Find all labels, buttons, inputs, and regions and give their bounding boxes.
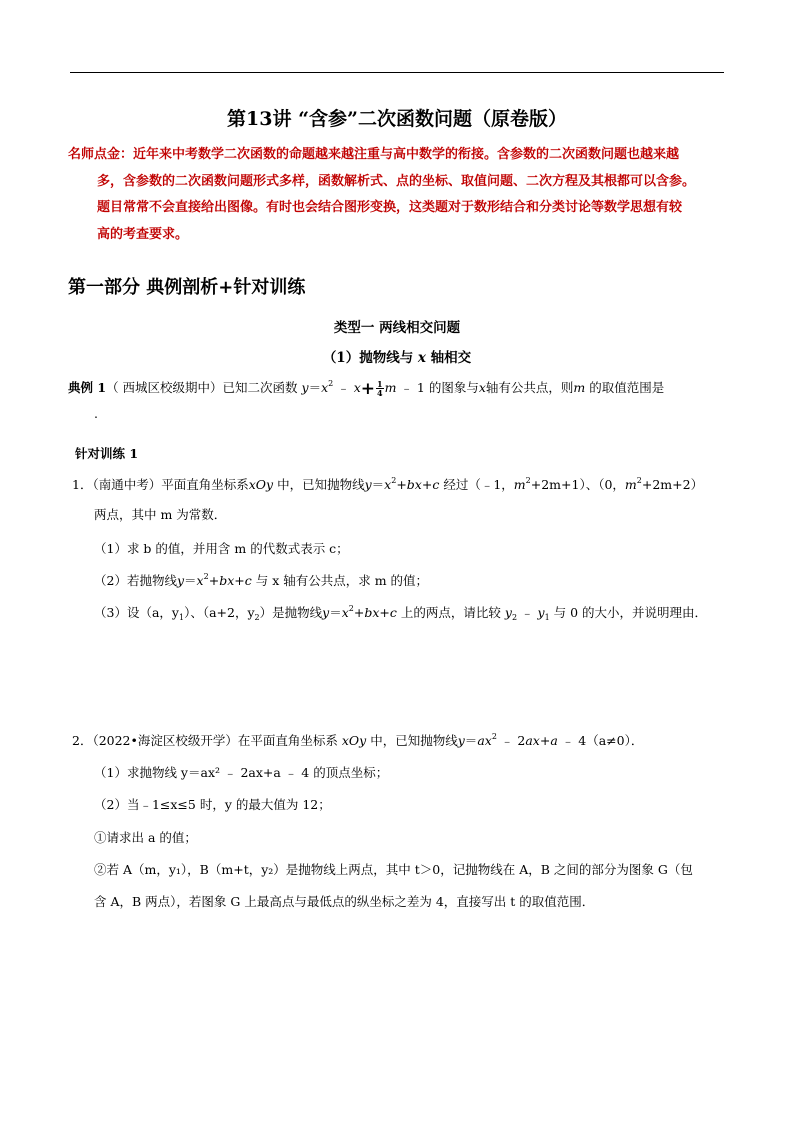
q1-sub3-d: 上的两点，请比较 — [400, 605, 501, 620]
example-tail-c: 的取值范围是 — [589, 380, 665, 395]
example-1: 典例 1（ 西城区校级期中）已知二次函数 $y=x^2$ ﹣ x+ $\frac{1}{4}$ m ﹣ 1 的图象与x轴有公共点，则m 的取值范围是 — [68, 379, 665, 399]
part-heading: 第一部分 典例剖析+针对训练 — [68, 277, 306, 298]
q1-mid: 中，已知抛物线 — [277, 477, 365, 492]
q1-pass: 经过（﹣1， — [443, 477, 514, 492]
question-1-number: 1． — [72, 477, 93, 492]
question-2-line-1: 2．（2022•海淀区校级开学）在平面直角坐标系 xOy 中，已知抛物线$y=ax^2$ ﹣ 2ax+a ﹣ 4（a≠0）． — [72, 732, 644, 748]
teacher-tips — [68, 142, 730, 248]
tips-line-1: 近年来中考数学二次函数的命题越来越注重与高中数学的衔接。含参数的二次函数问题也越来越 — [133, 147, 680, 162]
question-2-part-1: （1）求抛物线 y＝ax² ﹣ 2ax+a ﹣ 4 的顶点坐标； — [94, 765, 389, 780]
q1-sub3-a: （3）设（a，y — [94, 605, 179, 620]
sub-heading-prefix: （1）抛物线与 — [322, 350, 418, 366]
training-label: 针对训练 1 — [75, 446, 139, 461]
example-source: （ 西城区校级期中）已知二次函数 — [106, 380, 302, 395]
q2-mid: 中，已知抛物线 — [370, 733, 458, 748]
question-2-item-1: ①请求出 a 的值； — [94, 830, 197, 845]
header-rule — [70, 72, 724, 73]
type-heading: 类型一 两线相交问题 — [333, 320, 461, 336]
example-tail-b: 轴有公共点，则 — [485, 380, 574, 395]
example-label: 典例 1 — [68, 380, 107, 395]
question-2-item-2-line-1: ②若 A（m，y₁），B（m+t，y₂）是抛物线上两点，其中 t＞0，记抛物线在 A，B 之间的部分为图象 G（包 — [94, 862, 693, 877]
tips-line-3: 题目常常不会直接给出图像。有时也会结合图形变换，这类题对于数形结合和分类讨论等数学思想有较 — [97, 200, 683, 215]
question-2-part-2: （2）当﹣1≤x≤5 时，y 的最大值为 12； — [94, 797, 331, 812]
question-1-source: （南通中考）平面直角坐标系 — [92, 477, 249, 492]
tips-line-2: 多，含参数的二次函数问题形式多样，函数解析式、点的坐标、取值问题、二次方程及其根都可以含参。 — [97, 173, 696, 189]
question-1-part-1: （1）求 b 的值，并用含 m 的代数式表示 c； — [94, 541, 349, 556]
sub-heading — [0, 346, 794, 366]
question-2-number: 2． — [72, 733, 93, 748]
sub-heading-var: x — [417, 350, 426, 366]
example-tail-a: 的图象与 — [428, 380, 479, 395]
question-1-part-2: （2）若抛物线$y=x^2+bx+c$ 与 x 轴有公共点，求 m 的值； — [94, 572, 429, 588]
tips-line-4: 高的考查要求。 — [97, 226, 189, 242]
question-1-line-1: 1．（南通中考）平面直角坐标系xOy 中，已知抛物线$y=x^2+bx+c$ 经过（﹣1，$m^2+2m+1$）、（0，$m^2+2m+2$） — [72, 476, 704, 492]
q1-tail: +2m+1）、（0， — [530, 477, 625, 492]
q1-end: +2m+2） — [641, 477, 704, 492]
q1-sub2-b: 与 x 轴有公共点，求 m 的值； — [255, 573, 429, 588]
q2-end: （a≠0）． — [586, 733, 644, 748]
tips-label: 名师点金： — [68, 147, 134, 162]
fraction-one-quarter: $\frac{1}{4}$ — [377, 379, 383, 398]
q1-sub3-e: 与 0 的大小，并说明理由． — [553, 605, 708, 620]
answer-blank: . — [94, 406, 98, 421]
sub-heading-suffix: 轴相交 — [425, 350, 472, 366]
q1-sub3-b: ）、（a+2，y — [184, 605, 255, 620]
question-2-item-2-line-2: 含 A，B 两点），若图象 G 上最高点与最低点的纵坐标之差为 4，直接写出 t 的取值范围． — [94, 894, 595, 909]
page-title: 第13讲 “含参”二次函数问题（原卷版） — [227, 108, 567, 130]
question-1-part-3: （3）设（a，$y_1$）、（a+2，$y_2$）是抛物线$y=x^2+bx+c$ 上的两点，请比较 $y_2$ ﹣ $y_1$ 与 0 的大小，并说明理由． — [94, 604, 708, 622]
q1-sub3-c: ）是抛物线 — [259, 605, 323, 620]
question-2-source: （2022•海淀区校级开学）在平面直角坐标系 — [92, 733, 338, 748]
q1-sub2-a: （2）若抛物线 — [94, 573, 177, 588]
question-1-line-2: 两点，其中 m 为常数． — [94, 507, 227, 522]
